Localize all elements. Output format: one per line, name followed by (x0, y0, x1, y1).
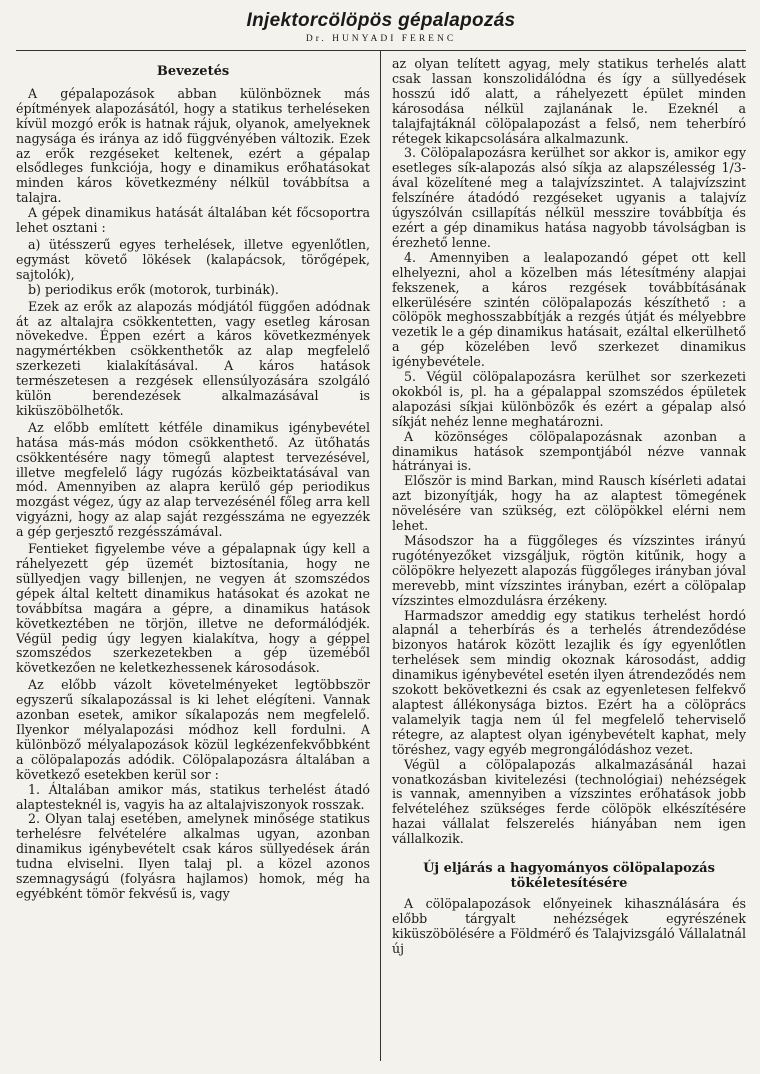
paragraph: A gépek dinamikus hatását általában két főcsoportra lehet osztani : (16, 205, 370, 236)
section-heading-introduction: Bevezetés (156, 64, 230, 79)
list-item: 1. Általában amikor más, statikus terhelést átadó alaptesteknél is, vagyis ha az altalajviszonyok rosszak. (16, 781, 370, 812)
paragraph: Harmadszor ameddig egy statikus terhelést hordó alapnál a teherbírás és a terhelés átrendeződése bizonyos határok között lezajlik és így egyenlőtlen terhelések sem mindig okoznak károsodást, addig dinamikus igénybevétel esetén ilyen átrendeződés nem szokott bekövetkezni és csak az egyenletesen felfekvő alaptest állékonysága biztos. Ezért ha a cölöprács valamelyik tagja nem úl fel megfelelő teherviselő rétegre, az alaptest olyan igénybevételt kaphat, mely töréshez, vagy egyéb megrongálódáshoz vezet. (392, 607, 746, 757)
article-columns (16, 51, 746, 1061)
paragraph: Másodszor ha a függőleges és vízszintes irányú rugótényezőket vizsgáljuk, rögtön kitűnik, hogy a cölöpökre helyezett alapozás függőleges irányban jóval merevebb, mint vízszintes irányban, ezért a cölöpalap vízszintes elmozdulásra érzékeny. (392, 533, 746, 608)
list-item: 3. Cölöpalapozásra kerülhet sor akkor is, amikor egy esetleges sík-alapozás alsó síkja az alapszélesség 1/3-ával közelítené meg a talajvízszintet. A talajvízszint felszínére átadódó rezgéseket ugyanis a talajvíz úgyszólván csillapítás nélkül messzire továbbítja és ezért a gép dinamikus hatása nagyobb távolságban is érezhető lenne. (392, 145, 746, 250)
paragraph: Az előbb vázolt követelményeket legtöbbször egyszerű síkalapozással is ki lehet elégíteni. Vannak azonban esetek, amikor síkalapozás nem megfelelő. Ilyenkor mélyalapozási módhoz kell fordulni. A különböző mélyalapozások közül legkézenfekvőbbként a cölöpalapozás adódik. Cölöpalapozásra általában a következő esetekben kerül sor : (16, 677, 370, 782)
paragraph: Először is mind Barkan, mind Rausch kísérleti adatai azt bizonyítják, hogy ha az alaptest tömegének növelésére van szükség, ezt cölöpökkel elérni nem lehet. (392, 473, 746, 534)
list-item: 4. Amennyiben a lealapozandó gépet ott kell elhelyezni, ahol a közelben más létesítmény alapjai fekszenek, a káros rezgések továbbításának elkerülésére szintén cölöpalapozás készíthető : a cölöpök meghosszabbítják a rezgés útját és mélyebbre vezetik le a gép dinamikus hatásait, ezáltal elkerülhető a gép közelében levő szerkezet dinamikus igénybevétele. (392, 249, 746, 370)
article-title: Injektorcölöpös gépalapozás (246, 10, 516, 31)
paragraph: Ezek az erők az alapozás módjától függően adódnak át az altalajra csökkentetten, vagy esetleg károsan növekedve. Éppen ezért a káros következmények nagymértékben csökkenthetők az alap megfelelő szerkezeti kialakításával. A káros hatások természetesen a rezgések ellensúlyozására szolgáló külön berendezések alkalmazásával is kiküszöbölhetők. (16, 298, 370, 418)
list-item: a) ütésszerű egyes terhelések, illetve egyenlőtlen, egymást követő lökések (kalapácsok, törőgépek, sajtolók), (16, 236, 370, 282)
list-item: 2. Olyan talaj esetében, amelynek minősége statikus terhelésre felvételére alkalmas ugyan, azonban dinamikus igénybevételt csak káros süllyedések árán tudna elviselni. Ilyen talaj pl. a közel azonos szemnagyságú (folyásra hajlamos) homok, még ha egyébként tömör fekvésű is, vagy (16, 811, 370, 901)
paragraph: Az előbb említett kétféle dinamikus igénybevétel hatása más-más módon csökkenthető. Az ütőhatás csökkentésére nagy tömegű alaptest tervezésével, illetve megfelelő lágy rugózás közbeiktatásával van mód. Amennyiben az alapra kerülő gép periodikus mozgást végez, úgy az alap tervezésénél főleg arra kell vigyázni, hogy az alap saját rezgésszáma ne egyezzék a gép gerjesztő rezgésszámával. (16, 419, 370, 540)
article-author: Dr. HUNYADI FERENC (305, 34, 457, 44)
left-column (16, 51, 380, 1061)
list-item: b) periodikus erők (motorok, turbinák). (28, 281, 279, 297)
list-item: 5. Végül cölöpalapozásra kerülhet sor szerkezeti okokból is, pl. ha a gépalappal szomszédos épületek alapozási síkjai különbözők és ezért a gépalap alsó síkját nehéz lenne meghatározni. (392, 369, 746, 429)
paragraph: A közönséges cölöpalapozásnak azonban a dinamikus hatások szempontjából nézve vannak hátrányai is. (392, 428, 746, 474)
paragraph: A cölöpalapozások előnyeinek kihasználására és előbb tárgyalt nehézségek egyrészének kiküszöbölésére a Földmérő és Talajvizsgáló Vállalatnál új (392, 896, 746, 956)
paragraph: Fentieket figyelembe véve a gépalapnak úgy kell a ráhelyezett gép üzemét biztosítania, hogy ne süllyedjen vagy billenjen, ne vegyen át szomszédos gépek által keltett dinamikus hatásokat és azokat ne továbbítsa magára a gépre, a dinamikus hatások következtében ne törjön, illetve ne deformálódjék. Végül pedig úgy legyen kialakítva, hogy a géppel szomszédos szerkezetekben a gép üzeméből következően ne keletkezhessenek károsodások. (16, 541, 370, 676)
paragraph: Végül a cölöpalapozás alkalmazásánál hazai vonatkozásban kivitelezési (technológiai) nehézségek is vannak, amennyiben a vízszintes erőhatások jobb felvételéhez szükséges ferde cölöpök elkészítésére hazai vállalat felszerelés hiányában nem igen vállalkozik. (392, 756, 746, 847)
paragraph: az olyan telített agyag, mely statikus terhelés alatt csak lassan konszolidálódna és így a süllyedések hosszú idő alatt, a ráhelyezett épület minden károsodása nélkül zajlanának le. Ezeknél a talajfajtáknál cölöpalapozást a felső, nem teherbíró rétegek kikapcsolására alkalmazunk. (392, 56, 746, 146)
section-heading-new-method: Új eljárás a hagyományos cölöpalapozás tökéletesítésére (423, 861, 715, 892)
right-column (381, 51, 746, 1061)
paragraph: A gépalapozások abban különböznek más építmények alapozásától, hogy a statikus terheléseken kívül mozgó erők is hatnak rájuk, olyanok, amelyeknek nagysága és iránya az idő függvényében változik. Ezek az erők rezgéseket keltenek, ezért a gépalap elsődleges funkciója, hogy e dinamikus erőhatásokat minden káros következmény nélkül továbbítsa a talajra. (16, 85, 370, 206)
